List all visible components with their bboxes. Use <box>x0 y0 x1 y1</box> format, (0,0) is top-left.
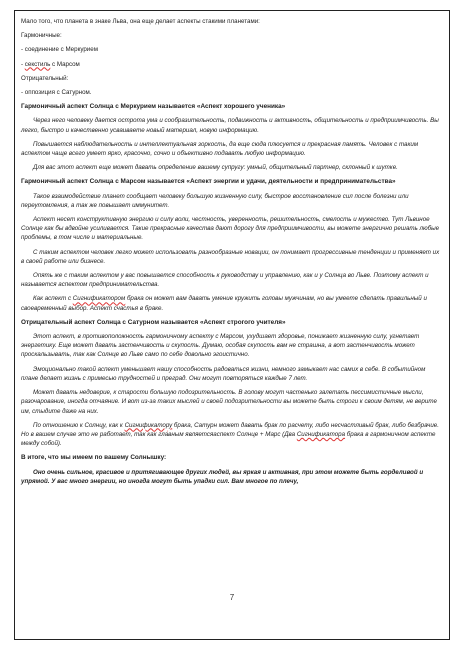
paragraph: Для вас этот аспект еще может давать определение вашему супругу: умный, общительный партнер, склонный к шутке. <box>33 164 398 172</box>
heading-mercury: Гармоничный аспект Солнца с Меркурием называется «Аспект хорошего ученика» <box>21 103 286 111</box>
page-number: 7 <box>229 593 235 602</box>
paragraph: Как аспект с Сигнификатором брака он может вам давать умение кружить головы мужчинам, но вы умеете сделать правильный и своевременный выбор. Аспект счастья в браке. <box>21 295 427 312</box>
harmonic-label: Гармоничные: <box>21 32 62 40</box>
summary-paragraph: Оно очень сильное, красивое и притягивающее других людей, вы яркая и активная, при этом можете быть горделивой и упрямой. У вас много энергии, но иногда могут быть упадки сил. Вам многое по плечу, <box>21 468 424 485</box>
spellcheck-word: Сигнификатору <box>124 421 173 429</box>
aspect-item-mars: - секстиль с Марсом <box>21 60 80 68</box>
paragraph: Эмоционально такой аспект уменьшает нашу способность радоваться жизни, немного замыкает нас самих в себе. В событийном плане делает жизнь с примесью трудностей и преград. Они могут повторяться каждые 7 лет. <box>21 365 426 382</box>
paragraph: Этот аспект, в противоположность гармоничному аспекту с Марсом, ухудшает здоровье, понижает жизненную силу, угнетает энергетику. Еще может давать застенчивость и скупость. Думаю, особая скупость вам не страшна, а вот застенчивость может проскальзывать, так как Солнце во Льве само по себе довольно эгоистично. <box>21 333 420 359</box>
spellcheck-word: Сигнификатором <box>72 295 126 303</box>
paragraph: Повышается наблюдательность и интеллектуальная зоркость, да еще сюда плюсуется и прекрасная память. Человек с таким аспектом чаще всего умеет ярко, красочно, сочно и объективно подавать любую информацию. <box>21 140 419 158</box>
paragraph: С таким аспектом человек легко может использовать разнообразные новации, он понимает прогрессивные тенденции и применяет их в своей работе или бизнесе. <box>21 248 440 265</box>
document-page <box>14 10 450 640</box>
intro-line: Мало того, что планета в знаке Льва, она еще делает аспекты стакими планетами: <box>21 18 260 25</box>
spellcheck-word: Сигнификатора <box>296 430 346 438</box>
paragraph: По отношению к Солнцу, как к Сигнификатору брака, Сатурн может давать брак по расчету, либо несчастливый брак, либо безбрачие. Но в вашем случае это не работает, так как главным являетсяаспект Солнце + Марс (Два Сигнификатора брака в гармоничном аспекте между собой). <box>21 421 439 448</box>
negative-label: Отрицательный: <box>21 74 69 82</box>
paragraph: Может давать недоверие, к старости большую подозрительность. В голову могут частенько залетать пессимистичные мысли, разочарование, иногда отчаяние. И вот из-за таких мыслей и своей подозрительности вы можете быть строги к своим детям, не верите им, стыдите даже на них. <box>21 389 437 415</box>
paragraph: Через него человеку дается острота ума и сообразительность, подвижность и активность, общительность и предприимчивость. Вы легко, быстро и качественно усваиваете новый материал, новую информацию. <box>21 117 439 134</box>
spellcheck-word: секстиль <box>24 60 51 68</box>
paragraph: Опять же с таким аспектом у вас повышается способность к руководству и управлению, как и у Солнца во Льве. Поэтому аспект и называется аспектом предпринимательства. <box>21 272 429 289</box>
summary-heading: В итоге, что мы имеем по вашему Солнышку: <box>21 454 167 462</box>
heading-saturn: Отрицательный аспект Солнца с Сатурном называется «Аспект строгого учителя» <box>21 318 286 326</box>
aspect-item-mercury: - соединение с Меркурием <box>21 46 98 54</box>
paragraph: Такое взаимодействие планет сообщает человеку большую жизненную силу, быстрое восстановление сил после болезни или переутомления, а так же повышает иммунитет. <box>21 192 409 209</box>
aspect-item-saturn: - оппозиция с Сатурном. <box>21 89 92 97</box>
heading-mars: Гармоничный аспект Солнца с Марсом называется «Аспект энергии и удачи, деятельности и предпринимательства» <box>21 178 396 186</box>
paragraph: Аспект несет конструктивную энергию и силу воли, честность, уверенность, решительность, смелость и мужество. Тут Львиное Солнце как бы вдвойне усиливается. Такие прекрасные качества дают дорогу для предприимчивости, вы можете энергично решать любые проблемы, в том числе и материальные. <box>21 216 440 242</box>
